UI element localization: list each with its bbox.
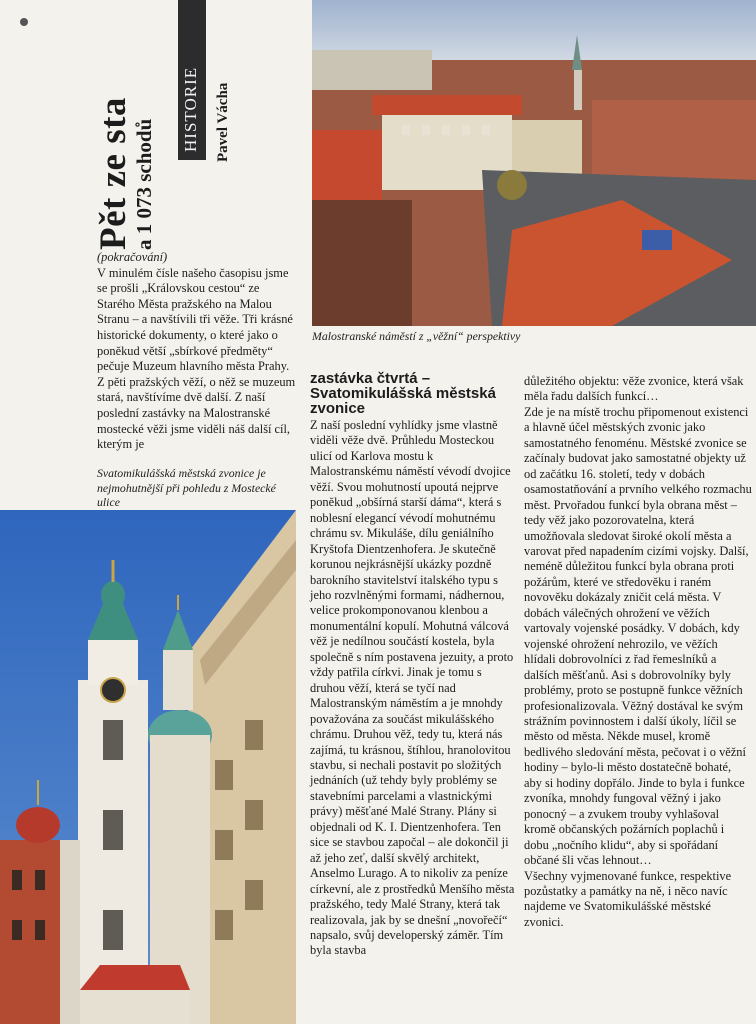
corner-mark: [20, 18, 28, 26]
photo-tower-illustration: [0, 510, 296, 1024]
photo-square-illustration: [312, 0, 756, 326]
author-name: Pavel Vácha: [215, 82, 231, 162]
article-paragraph: Zde je na místě trochu připomenout existenci a hlavně účel městských zvonic jako samostatného fenoménu. Městské zvonice se začínaly budovat jako samostatné objekty už od začátku 16. století, tedy v dobách osamostatňování a prvního velkého rozmachu měst. Prvořadou funkcí byla obrana měst – tedy věž jako pozorovatelna, která umožňovala sledovat široké okolí města a varovat před napadením cizími vojsky. Další, neméně důležitou funkcí byla obrana proti požárům, které ve středověku i raném novověku dokázaly zničit celá města. V dobách válečných ohrožení ve věžích vartovaly vojenské posádky. V dobách, kdy vojenské ohrožení nehrozilo, ve věžích hlídali dobrovolníci z řad řemeslníků a dalších měšťanů. Asi s dobrovolníky byly problémy, proto se postupně funkce věžních profesionalizovala. Věžný dostával ke svým strážním povinnostem i další úkoly, líčil se město od města. Někde musel, kromě bedlivého sledování města, pečovat i o věžní hodiny – bylo-li město dostatečně bohaté, aby si hodiny dopřálo. Jinde to byla i funkce zvoníka, mnohdy fungoval věžný i jako ponocný – a zvukem trouby vyhlašoval kromě občanských požárních poplachů i dobu „nočního klidu“, aby si spořádaní občané šli včas lehnout…: [524, 404, 752, 868]
title-block: [92, 70, 172, 250]
intro-lead: (pokračování): [97, 250, 168, 264]
article-heading: zastávka čtvrtá – Svatomikulášská městská zvonice: [310, 370, 496, 417]
section-bar: [178, 0, 206, 160]
article-paragraph: důležitého objektu: věže zvonice, která však měla řadu dalších funkcí…: [524, 374, 744, 404]
photo-st-nicholas-tower: [0, 510, 296, 1024]
section-label: HISTORIE: [181, 66, 200, 152]
article-column-2: [524, 374, 752, 930]
intro-text: [97, 250, 297, 453]
caption-square: Malostranské náměstí z „věžní“ perspektivy: [312, 329, 521, 343]
intro-paragraph: V minulém čísle našeho časopisu jsme se prošli „Královskou cestou“ ze Starého Města pražského na Malou Stranu – a navštívili tři věže. Tři krásné historické dokumenty, o které jako o poněkud větší „sbírkové předměty“ pečuje Muzeum hlavního města Prahy. Z pěti pražských věží, o něž se muzeum stará, navštívíme dvě další. Z naší poslední zastávky na Malostranské mostecké věži jsme viděli náš další cíl, kterým je: [97, 265, 296, 452]
page-title: Pět ze sta: [93, 97, 134, 250]
article-paragraph: Všechny vyjmenované funkce, respektive pozůstatky a památky na ně, i něco navíc najdeme ve Svatomikulášské městské zvonici.: [524, 868, 732, 929]
article-column-1: [310, 371, 518, 959]
photo-square-aerial: [312, 0, 756, 326]
article-paragraph: Z naší poslední vyhlídky jsme vlastně viděli věže dvě. Průhledu Mosteckou ulicí od Karlova mostu k Malostranskému náměstí vévodí dvojice věží. Svou mohutností upoutá nejprve poněkud „obšírná starší dáma“, která s noblesní elegancí vévodí mohutnému chrámu sv. Mikuláše, dílu geniálního Kryštofa Dientzenhofera. Je skutečně korunou nejkrásnější ukázky pozdně barokního stavitelství italského typu s jeho rozvlněnými formami, nádhernou, velice prokomponovanou klenbou a monumentální kopulí. Mohutná válcová věž je nedílnou součástí kostela, byla společně s ním postavena jezuity, a proto vždy patřila církvi. Jinak je tomu s druhou věží, která se tyčí nad Malostranským náměstím a je mnohdy považována za součást mikulášského chrámu. Druhou věž, tedy tu, která nás zajímá, tu krásnou, štíhlou, hranolovitou stavbu, si nechali postavit po složitých jednáních (už tehdy byly problémy se stavebními parcelami a vlastnickými právy) měšťané Malé Strany. Plány si objednali od K. I. Dientzenhofera. Ten sice se stavbou započal – ale dokončil ji až jeho zeť, další skvělý architekt, Anselmo Lurago. A to nikoliv za peníze církevní, ale z prostředků Menšího města pražského, tedy Malé Strany, která tak realizovala, jak by se dnešní „novořečí“ napsalo, svůj developerský záměr. Tím byla stavba: [310, 418, 515, 958]
caption-tower: Svatomikulášská městská zvonice je nejmohutnější při pohledu z Mostecké ulice: [97, 466, 276, 509]
page-subtitle: a 1 073 schodů: [132, 118, 156, 250]
